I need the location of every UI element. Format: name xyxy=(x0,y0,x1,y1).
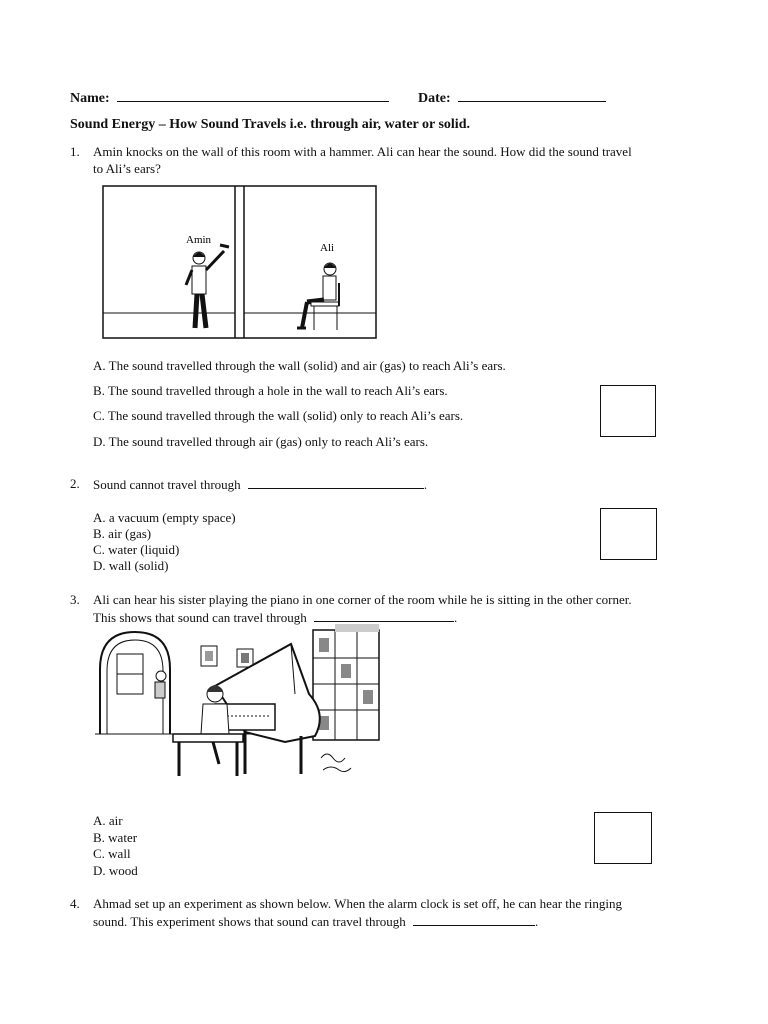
question-3-option-d[interactable]: D. wood xyxy=(93,863,138,878)
question-2-text: Sound cannot travel through xyxy=(93,477,241,492)
question-3-period: . xyxy=(454,610,458,625)
question-2-period: . xyxy=(423,477,428,492)
question-2-answer-box[interactable] xyxy=(600,508,657,560)
question-4-text-row2 xyxy=(93,913,538,930)
question-3-text-line2: This shows that sound can travel through xyxy=(93,610,307,625)
question-1-text-line1: Amin knocks on the wall of this room with a hammer. Ali can hear the sound. How did the sound travel xyxy=(93,144,632,159)
question-3-option-b[interactable]: B. water xyxy=(93,830,138,845)
question-1-option-c[interactable]: C. The sound travelled through the wall (solid) only to reach Ali’s ears. xyxy=(93,408,464,423)
question-1-illustration xyxy=(102,185,377,340)
question-2-option-a[interactable]: A. a vacuum (empty space) xyxy=(93,510,236,525)
question-4-blank[interactable] xyxy=(413,913,535,926)
question-1-answer-box[interactable] xyxy=(600,385,656,437)
question-3-number: 3. xyxy=(70,592,80,607)
name-row xyxy=(70,89,389,107)
question-2-number: 2. xyxy=(70,476,80,491)
question-4-text-line1: Ahmad set up an experiment as shown below. When the alarm clock is set off, he can hear the ringing xyxy=(93,896,622,911)
question-2-blank[interactable] xyxy=(248,476,424,489)
amin-label: Amin xyxy=(186,234,212,246)
question-2-text-row xyxy=(93,476,427,493)
question-3-answer-box[interactable] xyxy=(594,812,652,864)
question-3-option-a[interactable]: A. air xyxy=(93,813,123,828)
name-field[interactable] xyxy=(117,89,389,102)
question-3-text-line1: Ali can hear his sister playing the piano in one corner of the room while he is sitting in the other corner. xyxy=(93,592,632,607)
question-1-text-line2: to Ali’s ears? xyxy=(93,161,161,176)
question-4-number: 4. xyxy=(70,896,80,911)
date-row xyxy=(418,89,606,107)
worksheet-title: Sound Energy – How Sound Travels i.e. through air, water or solid. xyxy=(70,117,470,132)
question-2-option-b[interactable]: B. air (gas) xyxy=(93,526,152,541)
date-field[interactable] xyxy=(458,89,606,102)
question-1-option-b[interactable]: B. The sound travelled through a hole in the wall to reach Ali’s ears. xyxy=(93,383,448,398)
question-4-text-line2: sound. This experiment shows that sound can travel through xyxy=(93,914,406,929)
question-1-number: 1. xyxy=(70,144,80,159)
question-4-period: . xyxy=(535,914,539,929)
question-2-option-c[interactable]: C. water (liquid) xyxy=(93,542,180,557)
question-1-option-d[interactable]: D. The sound travelled through air (gas) only to reach Ali’s ears. xyxy=(93,434,429,449)
question-3-option-c[interactable]: C. wall xyxy=(93,846,131,861)
ali-label: Ali xyxy=(320,242,335,254)
name-label: Name: xyxy=(70,91,110,106)
question-2-option-d[interactable]: D. wall (solid) xyxy=(93,558,169,573)
date-label: Date: xyxy=(418,91,451,106)
question-1-option-a[interactable]: A. The sound travelled through the wall (solid) and air (gas) to reach Ali’s ears. xyxy=(93,358,506,373)
question-3-blank[interactable] xyxy=(314,609,454,622)
question-3-illustration xyxy=(95,624,385,792)
